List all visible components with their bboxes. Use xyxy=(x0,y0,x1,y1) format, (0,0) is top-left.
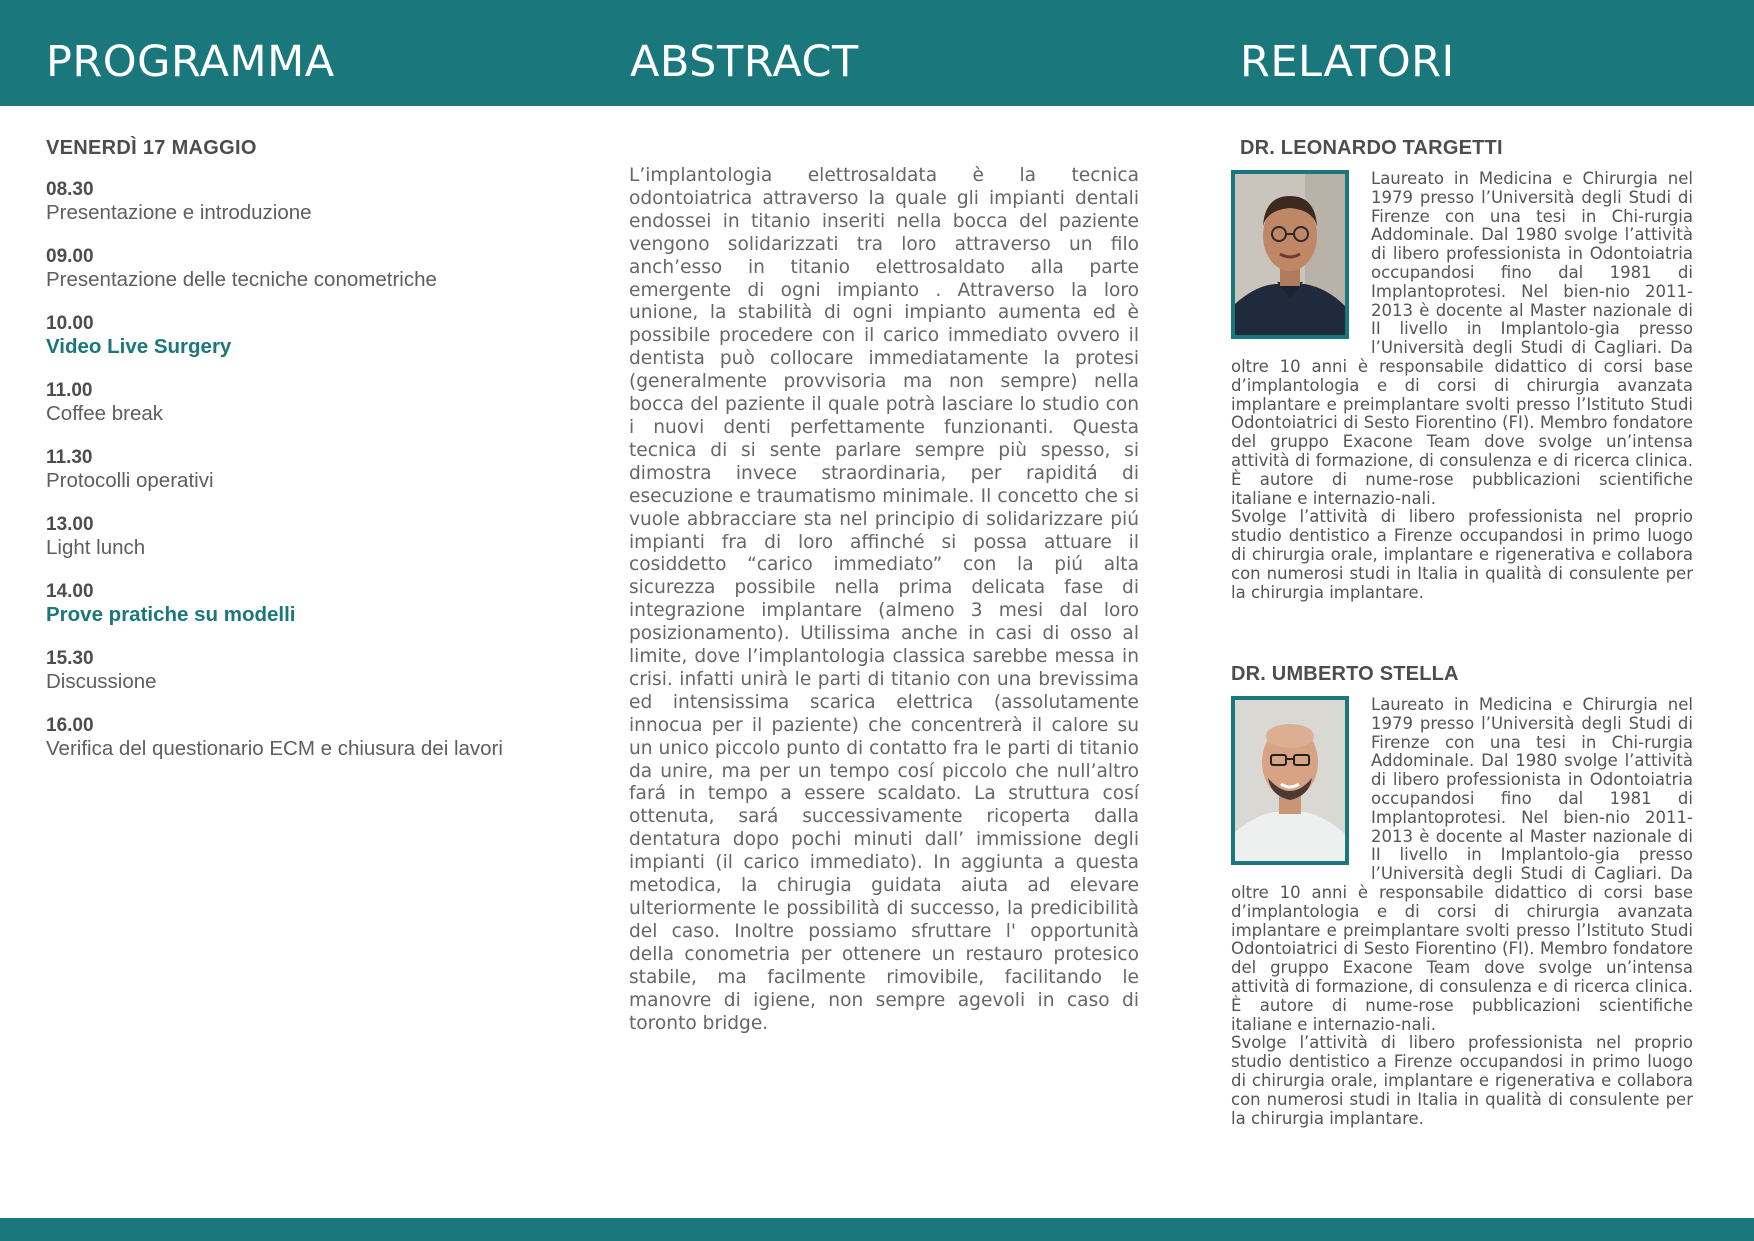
portrait-image xyxy=(1235,174,1345,335)
slot-time: 10.00 xyxy=(46,313,94,334)
program-slot xyxy=(46,178,586,225)
relatori-title: RELATORI xyxy=(1240,37,1455,87)
speaker-name: DR. UMBERTO STELLA xyxy=(1231,663,1459,685)
slot-title: Presentazione delle tecniche conometriche xyxy=(46,268,437,291)
slot-time: 09.00 xyxy=(46,246,94,267)
slot-time: 14.00 xyxy=(46,581,94,602)
programma-title: PROGRAMMA xyxy=(46,37,335,87)
slot-title-highlight: Prove pratiche su modelli xyxy=(46,603,296,626)
speaker-card xyxy=(1231,660,1693,1128)
slot-title: Verifica del questionario ECM e chiusura dei lavori xyxy=(46,737,503,760)
program-slot xyxy=(46,245,586,292)
slot-title-highlight: Video Live Surgery xyxy=(46,335,232,358)
programma-section xyxy=(46,134,586,781)
program-slot xyxy=(46,647,586,694)
speaker-photo xyxy=(1231,170,1349,339)
speaker-bio-extra: Svolge l’attività di libero professionista nel proprio studio dentistico a Firenze occupandosi in primo luogo di chirurgia orale, implantare e rigenerativa e collabora con numerosi studi in Italia in qualità di consulente per la chirurgia implantare. xyxy=(1231,1033,1693,1128)
slot-title: Discussione xyxy=(46,670,157,693)
slot-time: 16.00 xyxy=(46,715,94,736)
slot-title: Presentazione e introduzione xyxy=(46,201,312,224)
abstract-title: ABSTRACT xyxy=(630,37,859,87)
slot-time: 11.00 xyxy=(46,380,93,401)
program-slot xyxy=(46,714,586,761)
slot-time: 15.30 xyxy=(46,648,94,669)
slot-time: 08.30 xyxy=(46,179,94,200)
program-slot xyxy=(46,513,586,560)
slot-title: Light lunch xyxy=(46,536,146,559)
speaker-photo xyxy=(1231,696,1349,865)
speaker-card xyxy=(1231,134,1693,602)
speaker-bio: Laureato in Medicina e Chirurgia nel 1979 presso l’Università degli Studi di Firenze con una tesi in Chi-rurgia Addominale. Dal 1980 svolge l’attività di libero professionista in Odontoiatria occupandosi fino dal 1981 di Implantoprotesi. Nel bien-nio 2011-2013 è docente al Master nazionale di II livello in Implantolo-gia presso l’Università degli Studi di Cagliari. Da oltre 10 anni è responsabile didattico di corsi base d’implantologia e di corsi di chirurgia avanzata implantare e preimplantare svolti presso l’Istituto Studi Odontoiatrici di Sesto Fiorentino (FI). Membro fondatore del gruppo Exacone Team dove svolge un’intensa attività di formazione, di consulenza e di ricerca clinica. È autore di nume-rose pubblicazioni scientifiche italiane e internazio-nali. xyxy=(1231,695,1693,1034)
slot-title: Coffee break xyxy=(46,402,164,425)
footer-band xyxy=(0,1218,1754,1241)
portrait-image xyxy=(1235,700,1345,861)
program-slot xyxy=(46,580,586,627)
program-slot xyxy=(46,446,586,493)
program-slot xyxy=(46,312,586,359)
slot-title: Protocolli operativi xyxy=(46,469,214,492)
slot-time: 13.00 xyxy=(46,514,94,535)
speaker-name: DR. LEONARDO TARGETTI xyxy=(1240,137,1503,159)
day-heading: VENERDÌ 17 MAGGIO xyxy=(46,137,257,159)
program-slot xyxy=(46,379,586,426)
slot-time: 11.30 xyxy=(46,447,93,468)
speaker-bio-extra: Svolge l’attività di libero professionista nel proprio studio dentistico a Firenze occupandosi in primo luogo di chirurgia orale, implantare e rigenerativa e collabora con numerosi studi in Italia in qualità di consulente per la chirurgia implantare. xyxy=(1231,507,1693,602)
abstract-text: L’implantologia elettrosaldata è la tecnica odontoiatrica attraverso la quale gli impianti dentali endossei in titanio inseriti nella bocca del paziente vengono solidarizzati tra loro attraverso un filo anch’esso in titanio elettrosaldato alla parte emergente di ogni impianto . Attraverso la loro unione, la stabilità di ogni impianto aumenta ed è possibile procedere con il carico immediato ovvero il dentista può collocare immediatamente la protesi (generalmente provvisoria ma non sempre) nella bocca del paziente il quale potrà lasciare lo studio con i nuovi denti perfettamente funzionanti. Questa tecnica di si sente parlare sempre più spesso, si dimostra invece straordinaria, per rapiditá di esecuzione e traumatismo minimale. Il concetto che si vuole abbracciare sta nel principio di solidarizzare piú impianti fra di loro affinché si possa attuare il cosiddetto “carico immediato” con la piú alta sicurezza possibile nella prima delicata fase di integrazione implantare (almeno 3 mesi dal loro posizionamento). Utilissima anche in casi di osso al limite, dove l’implantologia classica sarebbe messa in crisi. infatti unirà le parti di titanio con una brevissima ed intensissima scarica elettrica (assolutamente innocua per il paziente) che concentrerà il calore su un unico piccolo punto di contatto fra le parti di titanio da unire, ma per un tempo cosí piccolo che null’altro fará in tempo a essere scaldato. La struttura cosí ottenuta, sará successivamente ricoperta dalla dentatura dopo pochi minuti dall’ immissione degli impianti (il carico immediato). In aggiunta a questa metodica, la chirugia guidata aiuta ad elevare ulteriormente le possibilità di successo, la predicibilità del caso. Inoltre possiamo sfruttare l' opportunità della conometria per ottenere un restauro protesico stabile, ma facilmente rimovibile, facilitando le manovre di igiene, non sempre agevoli in caso di toronto bridge. xyxy=(629,165,1139,1034)
speaker-bio: Laureato in Medicina e Chirurgia nel 1979 presso l’Università degli Studi di Firenze con una tesi in Chi-rurgia Addominale. Dal 1980 svolge l’attività di libero professionista in Odontoiatria occupandosi fino dal 1981 di Implantoprotesi. Nel bien-nio 2011-2013 è docente al Master nazionale di II livello in Implantolo-gia presso l’Università degli Studi di Cagliari. Da oltre 10 anni è responsabile didattico di corsi base d’implantologia e di corsi di chirurgia avanzata implantare e preimplantare svolti presso l’Istituto Studi Odontoiatrici di Sesto Fiorentino (FI). Membro fondatore del gruppo Exacone Team dove svolge un’intensa attività di formazione, di consulenza e di ricerca clinica. È autore di nume-rose pubblicazioni scientifiche italiane e internazio-nali. xyxy=(1231,169,1693,508)
